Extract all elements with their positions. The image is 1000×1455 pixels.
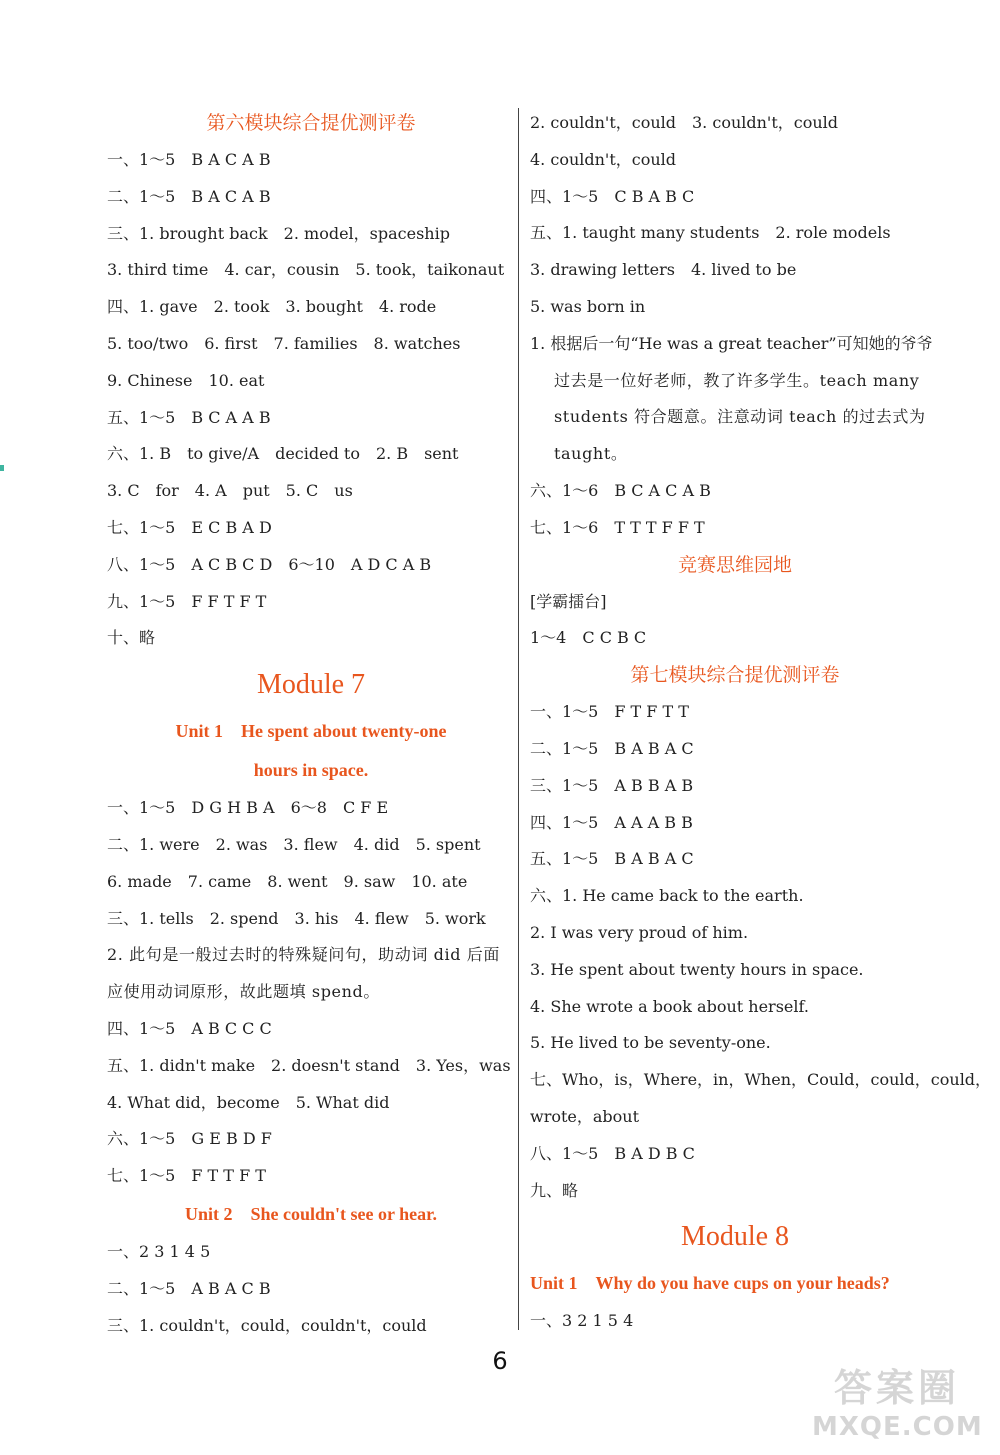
answer-line: 五、1. taught many students 2. role models [530,223,891,243]
answer-line: 三、1. tells 2. spend 3. his 4. flew 5. work [107,908,486,928]
answer-line: 七、1～5 E C B A D [107,517,272,537]
answer-line: 三、1. brought back 2. model，spaceship [107,223,450,243]
answer-line: 5. was born in [530,296,646,316]
answer-list-m8-unit1 [530,1303,940,1340]
column-divider [518,108,519,1330]
section-heading-module6-test: 第六模块综合提优测评卷 [206,112,416,134]
answer-explanation-note: 2. 此句是一般过去时的特殊疑问句，助动词 did 后面应使用动词原形，故此题填 spend。 [107,945,500,1002]
answer-line: 二、1～5 B A C A B [107,186,271,206]
answer-line: 六、1～6 B C A C A B [530,480,711,500]
answer-line: 七、1～6 T T T F F T [530,517,705,537]
answer-line: 5. too/two 6. first 7. families 8. watches [107,333,461,353]
answer-line: 6. made 7. came 8. went 9. saw 10. ate [107,871,468,891]
left-column [107,105,515,1344]
answer-line: 八、1～5 B A D B C [530,1143,695,1163]
answer-list-module6 [107,142,515,657]
answer-line: 五、1～5 B C A A B [107,407,271,427]
answer-line: 二、1～5 B A B A C [530,738,694,758]
watermark-logo: 答案圈 MXQE.COM [812,1366,983,1442]
answer-line: 四、1～5 C B A B C [530,186,695,206]
answer-line: 七、1～5 F T T F T [107,1166,266,1186]
answer-line: 3. third time 4. car，cousin 5. took，taikonaut [107,260,505,280]
explanation-continued: 过去是一位好老师，教了许多学生。teach many students 符合题意。注意动词 teach 的过去式为 taught。 [554,370,926,464]
answer-line: 四、1. gave 2. took 3. bought 4. rode [107,297,437,317]
module-title-8: Module 8 [680,1221,790,1253]
answer-line: 5. He lived to be seventy-one. [530,1033,771,1053]
edge-mark [0,465,4,471]
answer-line: 一、1～5 F T F T T [530,702,689,722]
answer-line: 四、1～5 A A A B B [530,812,693,832]
answer-line: 九、略 [530,1180,579,1200]
answer-line: 二、1. were 2. was 3. flew 4. did 5. spent [107,834,481,854]
right-column [530,105,992,1340]
section-heading-contest: 竞赛思维园地 [677,553,792,576]
answer-line: 八、1～5 A C B C D 6～10 A D C A B [107,554,432,574]
answer-line: 一、2 3 1 4 5 [107,1241,211,1261]
answer-list-continued [530,105,940,326]
answer-line: 六、1～5 G E B D F [107,1129,272,1149]
answer-line: wrote，about [530,1106,640,1126]
answer-list-m7-unit1-part2 [107,1011,515,1195]
answer-line: 3. drawing letters 4. lived to be [530,260,797,280]
unit-title-line1: Unit 1 He spent about twenty-one [175,721,447,742]
unit-title-line2: hours in space. [253,760,369,781]
answer-line: 2. I was very proud of him. [530,922,749,942]
page-number: 6 [492,1347,508,1375]
answer-line: 七、Who，is，Where，in，When，Could，could，could， [530,1070,992,1090]
answer-line: 4. She wrote a book about herself. [530,996,809,1016]
answer-line: 五、1. didn't make 2. doesn't stand 3. Yes，was [107,1055,511,1075]
answer-line: 2. couldn't，could 3. couldn't，could [530,113,839,132]
answer-line: [学霸擂台] [530,591,607,611]
answer-list-mid [530,473,940,547]
answer-line: 一、3 2 1 5 4 [530,1311,634,1331]
answer-line: 三、1～5 A B B A B [530,775,694,795]
answer-line: 3. C for 4. A put 5. C us [107,481,353,501]
answer-list-m7-unit2 [107,1234,515,1344]
unit-title-unit2: Unit 2 She couldn't see or hear. [184,1203,438,1224]
answer-line: 六、1. He came back to the earth. [530,886,804,906]
section-heading-module7-test: 第七模块综合提优测评卷 [630,664,840,687]
answer-line: 一、1～5 D G H B A 6～8 C F E [107,798,389,818]
answer-line: 三、1. couldn't，could，couldn't，could [107,1315,427,1335]
answer-line: 4. What did，become 5. What did [107,1092,390,1112]
unit-title-m8-unit1: Unit 1 Why do you have cups on your heads? [530,1273,890,1294]
module-title-7: Module 7 [256,669,366,701]
answer-list-contest [530,584,940,658]
answer-line: 四、1～5 A B C C C [107,1018,272,1038]
answer-list-m7-unit1 [107,790,515,937]
answer-line: 五、1～5 B A B A C [530,849,694,869]
answer-line: 3. He spent about twenty hours in space. [530,959,864,979]
answer-line: 9. Chinese 10. eat [107,370,265,390]
answer-line: 二、1～5 A B A C B [107,1278,271,1298]
answer-line: 4. couldn't，could [530,149,677,169]
explanation-first-line: 1. 根据后一句“He was a great teacher”可知她的爷爷 [530,333,933,353]
answer-list-module7-test [530,694,992,1209]
answer-line: 六、1. B to give/A decided to 2. B sent [107,444,459,464]
answer-line: 十、略 [107,628,156,648]
answer-line: 一、1～5 B A C A B [107,150,271,169]
answer-line: 九、1～5 F F T F T [107,591,267,611]
answer-line: 1～4 C C B C [530,628,647,648]
